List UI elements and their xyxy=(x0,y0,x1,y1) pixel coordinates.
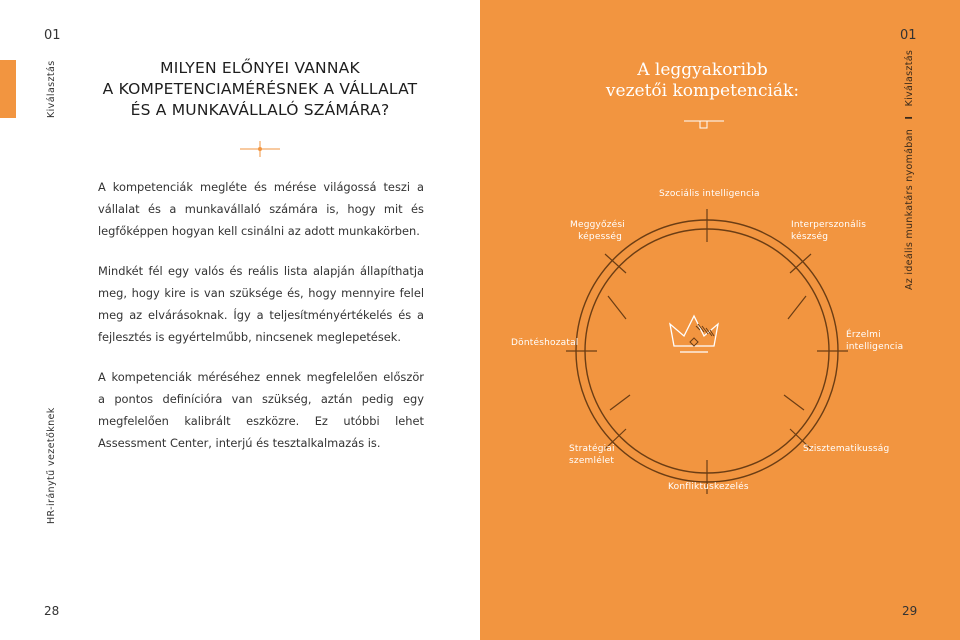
paragraph xyxy=(98,260,424,348)
right-chapter-tab xyxy=(944,60,960,118)
title-line: ÉS A MUNKAVÁLLALÓ SZÁMÁRA? xyxy=(130,101,390,119)
right-chapter-number: 01 xyxy=(900,28,917,43)
paragraph xyxy=(98,366,424,454)
competency-wheel xyxy=(480,0,960,640)
title-line: A KOMPETENCIAMÉRÉSNEK A VÁLLALAT xyxy=(102,80,418,98)
paragraph-text: A kompetenciák megléte és mérése világossá teszi a vállalat és a munkavállaló számára is, hogy mit és legfőképpen hogyan kell csinálni az adott munkakörben. xyxy=(98,180,424,238)
competency-systematic: Szisztematikusság xyxy=(803,444,890,454)
competency-interpersonal: Interperszonális készség xyxy=(791,220,867,242)
wheel-inner-ring xyxy=(585,229,829,473)
competency-social: Szociális intelligencia xyxy=(659,189,760,199)
title-ornament-icon xyxy=(240,140,280,158)
side-tab-label: Kiválasztás xyxy=(46,60,57,118)
paragraph-text: Mindkét fél egy valós és reális lista alapján állapíthatja meg, hogy kire is van szüksége és, hogy mennyire felel meg az elvárásoknak. Így a teljesítményértékelés és a fejlesztés is egyértelműbb, nincsenek meglepetések. xyxy=(98,264,424,344)
page-title xyxy=(95,58,425,121)
competency-conflict: Konfliktuskezelés xyxy=(668,482,749,492)
competency-persuasion: Meggyőzési képesség xyxy=(570,220,626,242)
vertical-footer: HR-iránytű vezetőknek xyxy=(46,407,57,524)
competency-decision: Döntéshozatal xyxy=(511,338,579,348)
page-number: 28 xyxy=(44,604,60,618)
chapter-tab xyxy=(0,60,16,118)
right-title-line: A leggyakoribb xyxy=(637,60,768,80)
competency-emotional: Érzelmi intelligencia xyxy=(846,330,904,352)
chapter-number: 01 xyxy=(44,28,61,43)
right-vertical-side-text: Az ideális munkatárs nyomában xyxy=(904,128,915,290)
right-vertical-sep: I xyxy=(904,115,915,120)
right-page-number: 29 xyxy=(902,604,918,618)
paragraph-text: A kompetenciák méréséhez ennek megfelelően először a pontos definícióra van szükség, aztán pedig egy megfelelően kalibrált eszközre. Ez utóbbi lehet Assessment Center, interjú és tesztalkalmazás is. xyxy=(98,370,424,450)
right-title-line: vezetői kompetenciák: xyxy=(605,81,800,101)
title-line: MILYEN ELŐNYEI VANNAK xyxy=(160,59,360,77)
right-vertical-tab: Kiválasztás xyxy=(904,49,915,107)
competency-strategic: Stratégiai szemlélet xyxy=(569,444,615,466)
paragraph xyxy=(98,176,424,242)
right-vertical-side xyxy=(904,50,915,290)
crown-icon xyxy=(670,316,718,352)
